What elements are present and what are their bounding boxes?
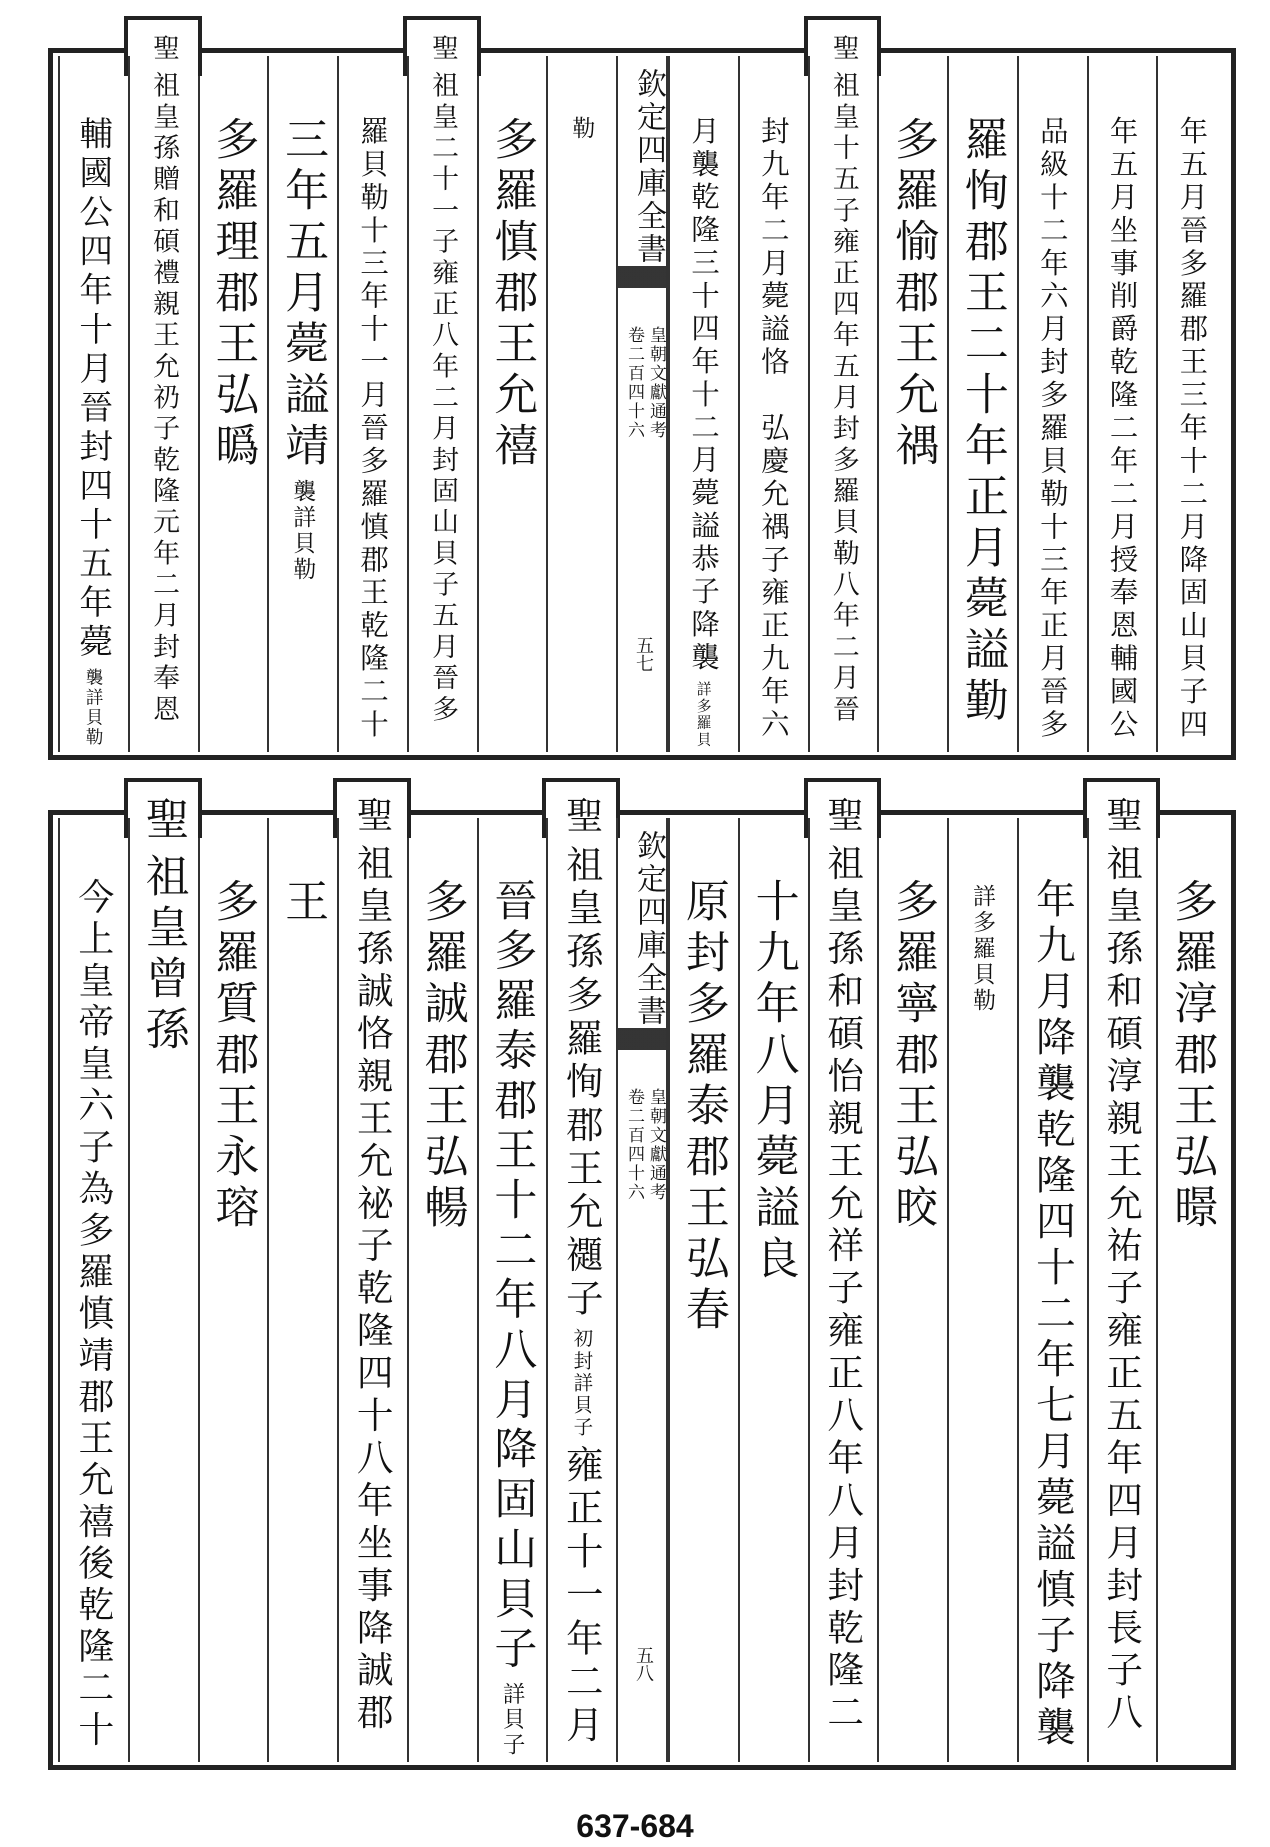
book-title: 欽定四庫全書: [631, 830, 666, 1028]
column-text: 祖皇二十一子雍正八年二月封固山貝子五月晉多: [427, 71, 459, 726]
column-text: 多羅寧郡王弘晈: [887, 878, 939, 1235]
column-text: 王: [277, 878, 329, 929]
column-text: 原封多羅泰郡王弘春: [677, 878, 729, 1337]
column-rule: [1017, 56, 1019, 752]
fishtail-mark: [618, 266, 666, 310]
fishtail-mark: [618, 1028, 666, 1072]
column-rule: [477, 56, 479, 752]
text-column: [738, 56, 808, 752]
source-title: 皇朝文獻通考: [646, 326, 666, 440]
text-column: [947, 818, 1017, 1762]
column-rule: [947, 818, 949, 1762]
column-text: 年五月晉多羅郡王三年十二月降固山貝子四: [1175, 116, 1209, 742]
column-text: 多羅理郡王弘㬙: [207, 116, 259, 473]
honorific-character: 聖: [559, 796, 604, 840]
column-text: 晉多羅泰郡王十二年八月降固山貝子: [486, 878, 537, 1676]
text-column: [477, 56, 547, 752]
column-rule: [808, 818, 810, 1762]
column-text: 今上皇帝皇六子為多羅慎靖郡王允禧後乾隆二十: [72, 878, 114, 1752]
column-rule: [1087, 56, 1089, 752]
text-column: [808, 34, 878, 752]
text-column: [337, 796, 407, 1762]
column-rule: [546, 56, 548, 752]
text-column: [546, 796, 616, 1762]
column-rule: [407, 818, 409, 1762]
column-rule: [1017, 818, 1019, 1762]
top-columns: [58, 34, 1226, 752]
center-fold-margin: [616, 818, 668, 1762]
column-rule: [877, 56, 879, 752]
volume-number: 卷二百四十六: [624, 1088, 644, 1202]
center-fold-margin: [616, 56, 668, 752]
text-column: [1156, 818, 1226, 1762]
column-text: 祖皇孫贈和碩禮親王允礽子乾隆元年二月封奉恩: [148, 71, 180, 726]
interlinear-note: 詳多羅貝: [694, 680, 712, 748]
column-rule: [337, 818, 339, 1762]
column-text: 多羅慎郡王允禧: [486, 116, 538, 473]
interlinear-note: 詳貝子: [499, 1681, 526, 1758]
column-rule: [198, 56, 200, 752]
column-rule: [947, 56, 949, 752]
page-footer-number: 637-684: [576, 1808, 694, 1844]
interlinear-note: 襲詳貝勒: [289, 479, 316, 583]
column-rule: [267, 56, 269, 752]
column-text: 品級十二年六月封多羅貝勒十三年正月晉多: [1035, 116, 1069, 742]
column-text: 年九月降襲乾隆四十二年七月薨謚慎子降襲: [1029, 878, 1076, 1752]
text-column: [738, 818, 808, 1762]
honorific-character: 聖: [351, 796, 395, 839]
column-text: 多羅愉郡王允禑: [887, 116, 939, 473]
column-rule: [877, 818, 879, 1762]
column-text: 封九年二月薨謚恪 弘慶允禑子雍正九年六: [756, 116, 790, 742]
honorific-character: 聖: [821, 796, 865, 839]
column-rule: [477, 818, 479, 1762]
text-column: [407, 818, 477, 1762]
bottom-columns: [58, 796, 1226, 1762]
column-text: 祖皇曾孫: [137, 853, 189, 1057]
source-title: 皇朝文獻通考: [646, 1088, 666, 1202]
column-text: 祖皇孫誠恪親王允祕子乾隆四十八年坐事降誠郡: [351, 844, 395, 1736]
text-column: [128, 796, 198, 1762]
text-column: [808, 796, 878, 1762]
column-rule: [128, 818, 130, 1762]
text-column: [546, 56, 616, 752]
honorific-character: 聖: [427, 34, 459, 66]
text-column: [337, 56, 407, 752]
interlinear-note: 初封詳貝子: [570, 1328, 594, 1439]
column-text: 三年五月薨謚靖: [277, 116, 329, 473]
column-rule: [128, 56, 130, 752]
text-column: [267, 818, 337, 1762]
column-text: 勒: [568, 116, 595, 142]
column-text: 祖皇孫多羅恂郡王允禵子: [559, 845, 604, 1323]
bottom-page: [0, 790, 1270, 1800]
column-text: 祖皇十五子雍正四年五月封多羅貝勒八年二月晉: [827, 71, 859, 726]
text-column: [1087, 56, 1157, 752]
interlinear-note: 詳多羅貝勒: [968, 884, 995, 1014]
honorific-character: 聖: [137, 796, 189, 847]
top-page: [0, 0, 1270, 790]
text-column: [58, 818, 128, 1762]
interlinear-note: 襲詳貝勒: [83, 668, 104, 748]
column-rule: [546, 818, 548, 1762]
text-column: [58, 56, 128, 752]
text-column: [1156, 56, 1226, 752]
text-column: [1017, 56, 1087, 752]
column-text: 月襲乾隆三十四年十二月薨謚恭子降襲: [687, 116, 721, 675]
column-text: 多羅誠郡王弘暢: [416, 878, 468, 1235]
column-rule: [267, 818, 269, 1762]
column-rule: [58, 56, 60, 752]
column-text: 祖皇孫和碩淳親王允祐子雍正五年四月封長子八: [1100, 844, 1144, 1736]
column-text-continued: 雍正十一年二月: [559, 1444, 604, 1748]
text-column: [198, 56, 268, 752]
column-rule: [1156, 818, 1158, 1762]
column-rule: [1087, 818, 1089, 1762]
text-column: [1017, 818, 1087, 1762]
column-text: 多羅淳郡王弘暻: [1166, 878, 1218, 1235]
column-rule: [738, 56, 740, 752]
column-rule: [407, 56, 409, 752]
book-title: 欽定四庫全書: [631, 68, 666, 266]
text-column: [128, 34, 198, 752]
column-rule: [808, 56, 810, 752]
text-column: [407, 34, 477, 752]
column-text: 羅貝勒十三年十一月晉多羅慎郡王乾隆二十: [356, 116, 390, 742]
text-column: [947, 56, 1017, 752]
column-rule: [58, 818, 60, 1762]
text-column: [477, 818, 547, 1762]
text-column: [668, 818, 738, 1762]
volume-number: 卷二百四十六: [624, 326, 644, 440]
honorific-character: 聖: [148, 34, 180, 66]
column-text: 羅恂郡王二十年正月薨謚勤: [956, 116, 1008, 728]
column-text: 輔國公四年十月晉封四十五年薨: [73, 116, 113, 663]
text-column: [267, 56, 337, 752]
leaf-number: 五八: [633, 1646, 654, 1682]
honorific-character: 聖: [827, 34, 859, 66]
column-text: 祖皇孫和碩怡親王允祥子雍正八年八月封乾隆二: [821, 844, 865, 1736]
text-column: [198, 818, 268, 1762]
honorific-character: 聖: [1100, 796, 1144, 839]
column-text: 年五月坐事削爵乾隆二年二月授奉恩輔國公: [1105, 116, 1139, 742]
text-column: [877, 56, 947, 752]
text-column: [668, 56, 738, 752]
column-rule: [337, 56, 339, 752]
column-rule: [198, 818, 200, 1762]
column-text: 十九年八月薨謚良: [747, 878, 799, 1286]
column-text: 多羅質郡王永瑢: [207, 878, 259, 1235]
text-column: [877, 818, 947, 1762]
column-rule: [738, 818, 740, 1762]
column-rule: [1156, 56, 1158, 752]
leaf-number: 五七: [633, 636, 654, 672]
text-column: [1087, 796, 1157, 1762]
